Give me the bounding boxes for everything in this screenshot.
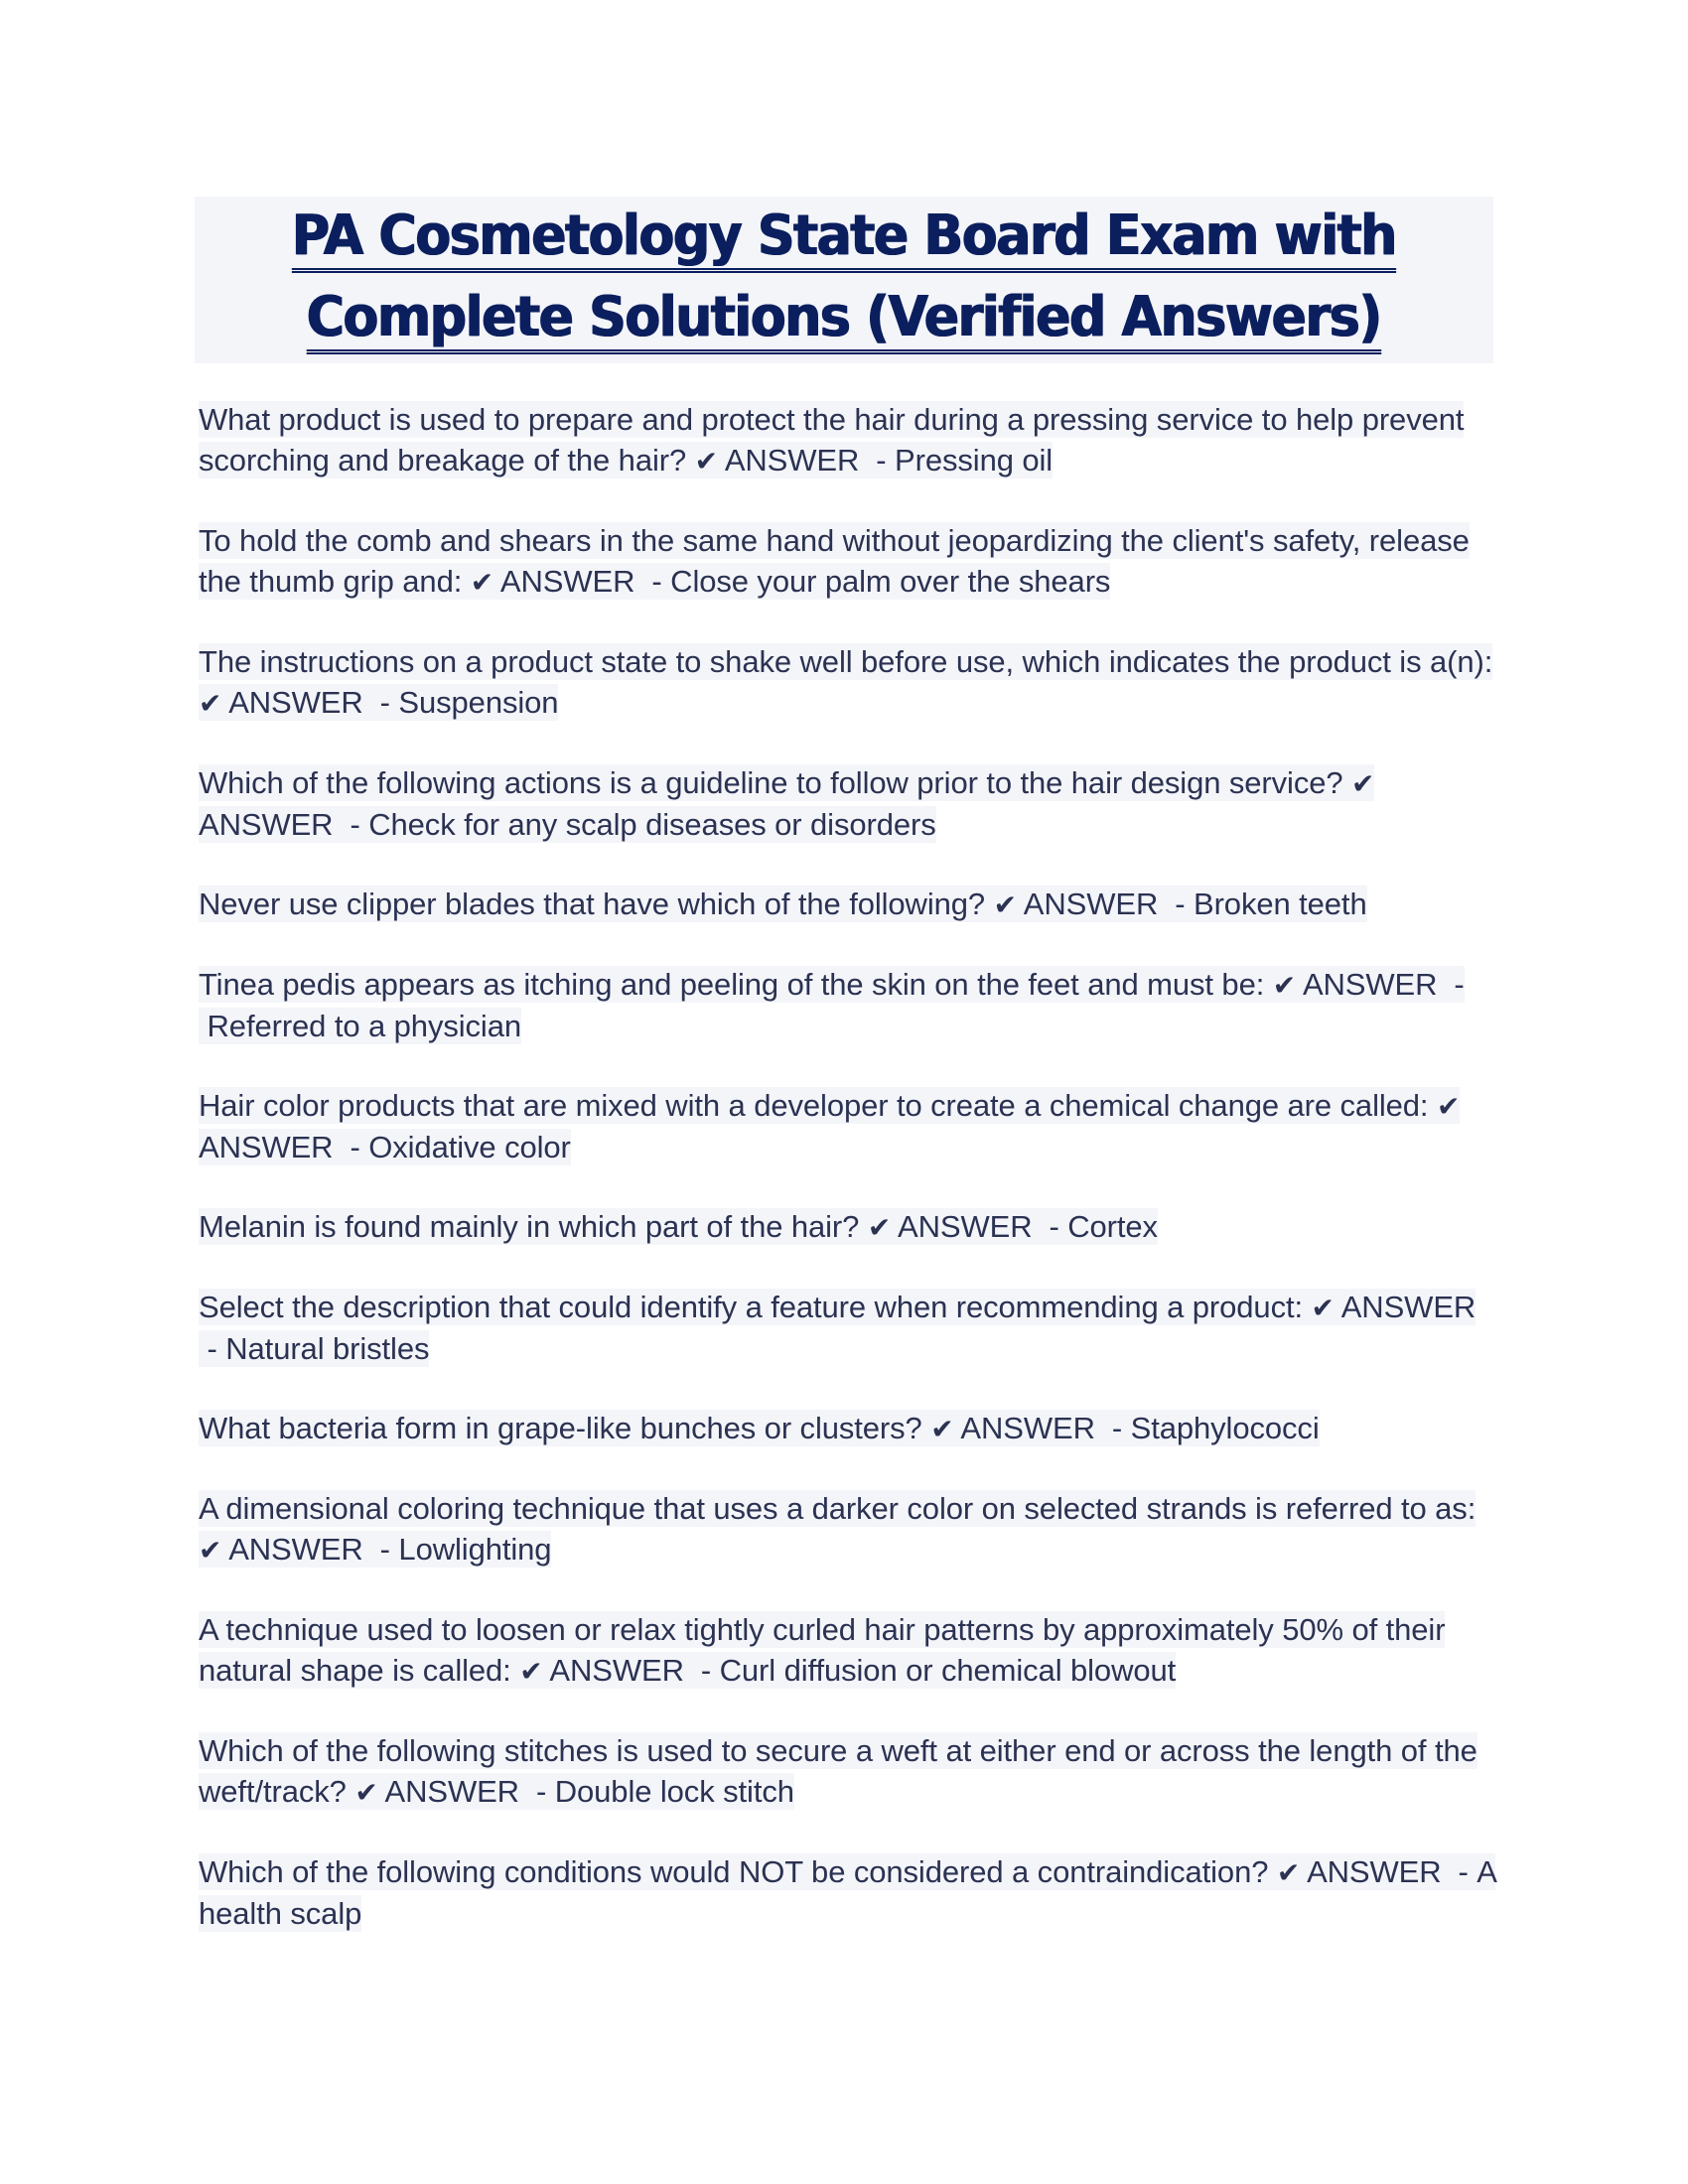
answer-label: ANSWER (1340, 1290, 1477, 1324)
question-text: Which of the following actions is a guideline to follow prior to the hair design service? (199, 765, 1343, 800)
answer-text: Check for any scalp diseases or disorders (368, 807, 936, 842)
question-text: Which of the following conditions would NOT be considered a contraindication? (199, 1854, 1269, 1889)
answer-text: Close your palm over the shears (670, 564, 1111, 599)
document-title-line-1: PA Cosmetology State Board Exam with (292, 205, 1396, 273)
answer-label: ANSWER (1302, 967, 1438, 1002)
question-text: What bacteria form in grape-like bunches or clusters? (199, 1411, 922, 1445)
qa-item (199, 1408, 1499, 1449)
qa-text (199, 1490, 1476, 1568)
qa-item (199, 762, 1499, 845)
answer-separator: - (692, 1653, 720, 1688)
question-text: What product is used to prepare and protect the hair during a pressing service to help prevent scorching and breakage of the hair? (199, 402, 1465, 478)
qa-item (199, 1488, 1499, 1570)
qa-text (199, 1732, 1477, 1810)
answer-separator: - (1450, 1854, 1477, 1889)
question-text: Select the description that could identify a feature when recommending a product: (199, 1290, 1304, 1324)
answer-separator: - (527, 1774, 555, 1809)
qa-item (199, 399, 1499, 481)
answer-separator: - (1041, 1209, 1068, 1244)
question-text: A technique used to loosen or relax tightly curled hair patterns by approximately 50% of their natural shape is called: (199, 1612, 1446, 1688)
answer-separator: - (642, 564, 671, 599)
qa-item (199, 1730, 1499, 1813)
qa-text (199, 522, 1470, 600)
answer-separator: - (341, 807, 369, 842)
answer-text: Cortex (1067, 1209, 1158, 1244)
document-title-line-2: Complete Solutions (Verified Answers) (307, 286, 1381, 354)
qa-text (199, 1208, 1158, 1245)
answer-label: ANSWER (384, 1774, 519, 1809)
answer-label: ANSWER (1023, 887, 1159, 921)
title-row-1 (195, 197, 1493, 278)
check-mark-icon: ✔ (1351, 767, 1375, 800)
answer-text: Lowlighting (398, 1532, 552, 1567)
question-text: A dimensional coloring technique that uses a darker color on selected strands is referred to as: (199, 1491, 1477, 1526)
qa-item (199, 964, 1499, 1046)
answer-label: ANSWER (228, 1532, 363, 1567)
qa-item (199, 1851, 1499, 1934)
check-mark-icon: ✔ (694, 445, 718, 478)
qa-item (199, 1206, 1499, 1248)
answer-text: Pressing oil (895, 443, 1054, 478)
qa-text (199, 966, 1465, 1044)
question-text: Tinea pedis appears as itching and peeling of the skin on the feet and must be: (199, 967, 1265, 1002)
answer-text: Referred to a physician (207, 1009, 521, 1043)
question-text: Melanin is found mainly in which part of the hair? (199, 1209, 860, 1244)
answer-separator: - (199, 1331, 226, 1366)
check-mark-icon: ✔ (1311, 1292, 1335, 1324)
qa-item (199, 1287, 1499, 1369)
qa-item (199, 884, 1499, 925)
answer-text: Suspension (398, 685, 559, 720)
qa-text (199, 1410, 1320, 1446)
question-text: Which of the following stitches is used to secure a weft at either end or across the length of the weft/track? (199, 1733, 1477, 1809)
document-title-block (195, 197, 1493, 363)
question-text: The instructions on a product state to shake well before use, which indicates the product is a(n): (199, 644, 1493, 679)
check-mark-icon: ✔ (199, 687, 222, 720)
check-mark-icon: ✔ (930, 1413, 954, 1445)
question-text: Hair color products that are mixed with a developer to create a chemical change are called: (199, 1088, 1429, 1123)
check-mark-icon: ✔ (470, 566, 494, 599)
answer-text: A health scalp (199, 1854, 1496, 1931)
qa-list (199, 399, 1499, 1973)
answer-text: Natural bristles (225, 1331, 430, 1366)
check-mark-icon: ✔ (1272, 969, 1297, 1002)
answer-label: ANSWER (199, 1130, 334, 1164)
question-text: Never use clipper blades that have which of the following? (199, 887, 986, 921)
qa-text (199, 1853, 1495, 1932)
check-mark-icon: ✔ (354, 1776, 378, 1809)
qa-item (199, 1609, 1499, 1692)
qa-text (199, 643, 1492, 721)
check-mark-icon: ✔ (1276, 1856, 1301, 1889)
answer-separator: - (867, 443, 896, 478)
answer-separator: - (1166, 887, 1194, 921)
qa-text (199, 1611, 1445, 1689)
question-text: To hold the comb and shears in the same hand without jeopardizing the client's safety, release the thumb grip and: (199, 523, 1470, 599)
answer-label: ANSWER (1307, 1854, 1442, 1889)
answer-separator: - (371, 1532, 399, 1567)
answer-separator: - (1103, 1411, 1131, 1445)
check-mark-icon: ✔ (867, 1211, 892, 1244)
answer-separator: - (199, 967, 1465, 1043)
answer-label: ANSWER (724, 443, 860, 478)
qa-item (199, 641, 1499, 724)
answer-separator: - (341, 1130, 369, 1164)
answer-label: ANSWER (199, 807, 334, 842)
title-row-2 (195, 278, 1493, 359)
answer-text: Curl diffusion or chemical blowout (719, 1653, 1177, 1688)
check-mark-icon: ✔ (1436, 1090, 1461, 1123)
answer-separator: - (371, 685, 399, 720)
answer-text: Double lock stitch (554, 1774, 794, 1809)
qa-item (199, 1085, 1499, 1167)
answer-label: ANSWER (499, 564, 635, 599)
check-mark-icon: ✔ (993, 888, 1017, 921)
qa-text (199, 1289, 1476, 1367)
qa-text (199, 886, 1367, 922)
answer-text: Oxidative color (368, 1130, 571, 1164)
answer-text: Staphylococci (1130, 1411, 1320, 1445)
answer-label: ANSWER (549, 1653, 684, 1688)
qa-item (199, 520, 1499, 603)
qa-text (199, 1087, 1460, 1165)
check-mark-icon: ✔ (519, 1655, 543, 1688)
answer-label: ANSWER (898, 1209, 1033, 1244)
answer-text: Broken teeth (1194, 887, 1367, 921)
answer-label: ANSWER (228, 685, 363, 720)
qa-text (199, 401, 1464, 478)
check-mark-icon: ✔ (199, 1534, 222, 1567)
qa-text (199, 764, 1374, 843)
answer-label: ANSWER (960, 1411, 1095, 1445)
